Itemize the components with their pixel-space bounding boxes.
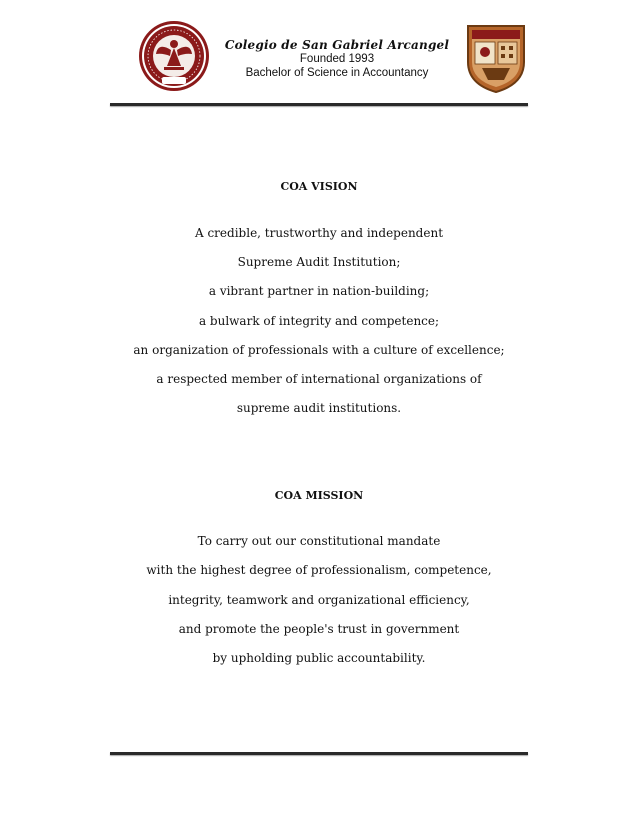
footer-divider [110,752,528,755]
mission-line: with the highest degree of professionalism, competence, [146,563,492,577]
vision-line: an organization of professionals with a culture of excellence; [133,343,505,357]
header-text-block [210,38,464,80]
mission-line: by upholding public accountability. [212,651,426,665]
college-seal-icon [138,20,210,92]
mission-line: To carry out our constitutional mandate [197,534,441,548]
mission-title: COA MISSION [274,489,364,502]
founded-year: Founded 1993 [299,53,375,65]
vision-line: a vibrant partner in nation-building; [208,284,430,298]
program-name: Bachelor of Science in Accountancy [245,67,429,79]
vision-line: a respected member of international organizations of [156,372,482,386]
page-header [0,0,638,110]
vision-title: COA VISION [280,180,358,193]
department-crest-icon [464,22,528,94]
vision-line: supreme audit institutions. [236,401,402,415]
header-divider [110,103,528,106]
college-name: Colegio de San Gabriel Arcangel [224,38,450,52]
vision-line: Supreme Audit Institution; [237,255,401,269]
mission-line: integrity, teamwork and organizational efficiency, [168,593,470,607]
vision-line: A credible, trustworthy and independent [194,226,444,240]
vision-line: a bulwark of integrity and competence; [198,314,440,328]
mission-line: and promote the people's trust in government [178,622,460,636]
